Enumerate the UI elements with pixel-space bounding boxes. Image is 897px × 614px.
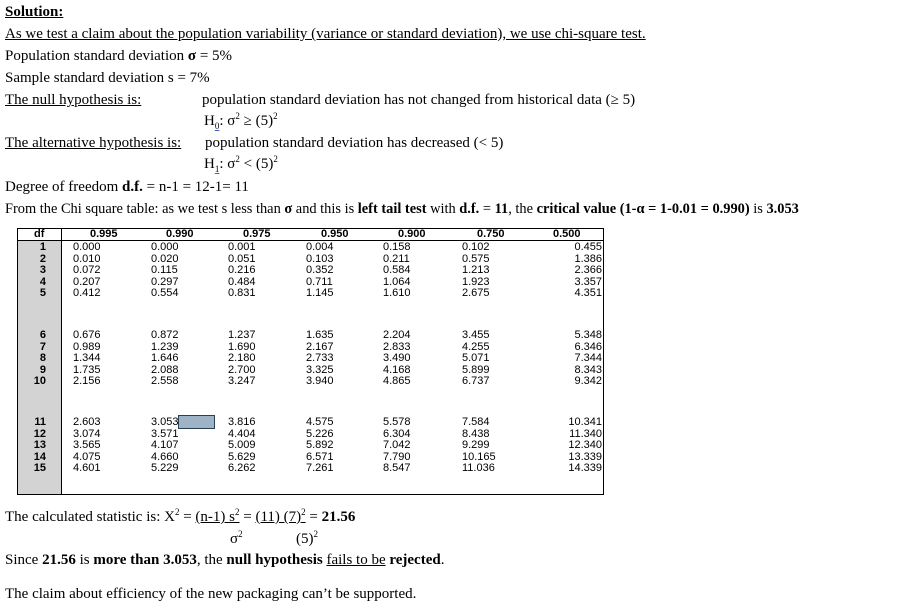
calc-den1: σ xyxy=(230,531,239,547)
table-value-cell: 3.940 xyxy=(306,375,334,388)
df-cell: 8 xyxy=(39,352,46,365)
null-hypothesis-label: The null hypothesis is: xyxy=(5,92,142,108)
table-value-cell: 5.071 xyxy=(462,352,490,365)
table-header-cell: df xyxy=(34,228,45,240)
critical-value-highlight xyxy=(178,415,215,429)
table-header-cell: 0.750 xyxy=(477,228,505,240)
table-value-cell: 3.325 xyxy=(306,363,334,376)
df-cell: 2 xyxy=(39,252,46,265)
table-value-cell: 9.342 xyxy=(574,375,602,388)
df-cell: 11 xyxy=(34,416,46,428)
table-value-cell: 4.075 xyxy=(73,450,101,463)
table-value-cell: 0.211 xyxy=(383,252,410,265)
table-value-cell: 0.020 xyxy=(151,252,179,265)
table-value-cell: 5.348 xyxy=(574,329,602,341)
calc-num1 xyxy=(195,509,239,525)
table-value-cell: 4.107 xyxy=(151,439,179,452)
table-value-cell: 6.304 xyxy=(383,427,411,440)
table-value-cell: 9.299 xyxy=(462,439,490,452)
table-value-cell: 1.237 xyxy=(228,329,256,341)
table-value-cell: 0.051 xyxy=(228,252,256,265)
h1-sub: 1 xyxy=(214,164,220,174)
table-value-cell: 7.790 xyxy=(383,450,411,463)
h0-sub: 0 xyxy=(214,121,220,131)
calc-result: 21.56 xyxy=(321,509,356,525)
crit-p5: , the xyxy=(508,201,537,217)
table-header-cell: 0.900 xyxy=(398,228,426,240)
h1-sup: 2 xyxy=(235,154,240,164)
table-value-cell: 2.088 xyxy=(151,363,179,376)
critical-value-line xyxy=(5,200,799,218)
calc-sup: 2 xyxy=(174,507,180,517)
table-value-cell: 0.216 xyxy=(228,264,256,277)
table-value-cell: 1.239 xyxy=(151,340,179,353)
crit-p4: = xyxy=(479,201,495,217)
table-header-cell: 0.995 xyxy=(90,228,118,240)
crit-sigma: σ xyxy=(284,201,293,217)
table-value-cell: 6.737 xyxy=(462,375,490,388)
table-value-cell: 0.412 xyxy=(73,287,101,300)
table-value-cell: 7.344 xyxy=(574,352,602,365)
table-header-cell: 0.990 xyxy=(166,228,194,240)
table-value-cell: 2.833 xyxy=(383,340,411,353)
table-value-cell: 0.001 xyxy=(228,241,256,253)
crit-value: 3.053 xyxy=(766,201,799,217)
pop-sd-post: = 5% xyxy=(196,48,233,64)
table-value-cell: 3.490 xyxy=(383,352,411,365)
table-value-cell: 0.010 xyxy=(73,252,101,265)
df-cell: 3 xyxy=(39,264,46,277)
degree-of-freedom-line xyxy=(5,178,249,196)
table-value-cell: 0.872 xyxy=(151,329,179,341)
table-value-cell: 5.226 xyxy=(306,427,334,440)
table-value-cell: 2.675 xyxy=(462,287,490,300)
table-value-cell: 3.816 xyxy=(228,416,256,428)
h1-mid: : σ xyxy=(219,156,236,172)
alternative-hypothesis-formula xyxy=(204,155,278,173)
table-value-cell: 6.346 xyxy=(574,340,602,353)
table-value-cell: 4.575 xyxy=(306,416,334,428)
chi-square-table xyxy=(17,228,604,495)
alternative-hypothesis-text: population standard deviation has decreased (< 5) xyxy=(205,135,504,151)
table-value-cell: 5.578 xyxy=(383,416,411,428)
solution-heading: Solution: xyxy=(5,4,64,20)
sigma-symbol: σ xyxy=(187,48,197,64)
table-value-cell: 2.204 xyxy=(383,329,411,341)
concl-p2: is xyxy=(75,552,94,568)
crit-p1: From the Chi square table: as we test s less than xyxy=(5,201,285,217)
calc-eq2: = xyxy=(239,509,256,525)
table-value-cell: 2.603 xyxy=(73,416,101,428)
h0-post: ≥ (5) xyxy=(239,113,274,129)
table-value-cell: 0.584 xyxy=(383,264,411,277)
table-value-cell: 11.036 xyxy=(462,462,495,475)
table-value-cell: 2.180 xyxy=(228,352,256,365)
table-value-cell: 3.565 xyxy=(73,439,101,452)
h0-mid: : σ xyxy=(219,113,236,129)
table-value-cell: 3.247 xyxy=(228,375,256,388)
table-value-cell: 1.646 xyxy=(151,352,179,365)
table-value-cell: 0.297 xyxy=(151,275,179,288)
table-value-cell: 1.145 xyxy=(306,287,334,300)
df-cell: 5 xyxy=(39,287,46,300)
df-cell: 15 xyxy=(33,462,46,475)
table-value-cell: 8.343 xyxy=(574,363,602,376)
table-value-cell: 0.352 xyxy=(306,264,334,277)
table-value-cell: 2.167 xyxy=(306,340,334,353)
table-value-cell: 0.115 xyxy=(151,264,178,277)
table-value-cell: 1.923 xyxy=(462,275,490,288)
table-value-cell: 5.229 xyxy=(151,462,179,475)
table-value-cell: 1.690 xyxy=(228,340,256,353)
concl-p3: , the xyxy=(196,552,227,568)
concl-more-than: more than 3.053 xyxy=(93,552,197,568)
table-value-cell: 2.156 xyxy=(73,375,101,388)
table-value-cell: 0.000 xyxy=(151,241,179,253)
table-value-cell: 2.366 xyxy=(574,264,602,277)
table-value-cell: 0.158 xyxy=(383,241,411,253)
table-value-cell: 0.676 xyxy=(73,329,101,341)
table-value-cell: 4.404 xyxy=(228,427,256,440)
dof-post: = n-1 = 12-1= 11 xyxy=(142,179,249,195)
table-value-cell: 6.262 xyxy=(228,462,256,475)
df-cell: 4 xyxy=(39,275,46,288)
table-value-cell: 7.584 xyxy=(462,416,490,428)
df-cell: 12 xyxy=(33,427,46,440)
table-value-cell: 1.610 xyxy=(383,287,411,300)
table-value-cell: 8.438 xyxy=(462,427,490,440)
table-value-cell: 14.339 xyxy=(568,462,602,475)
calc-eq: = xyxy=(179,509,196,525)
table-value-cell: 3.455 xyxy=(462,329,490,341)
null-hypothesis-formula xyxy=(204,112,278,130)
table-value-cell: 3.357 xyxy=(574,275,602,288)
h1-sup2: 2 xyxy=(273,154,278,164)
concl-p1: Since xyxy=(5,552,43,568)
table-value-cell: 0.455 xyxy=(574,241,602,253)
concl-stat: 21.56 xyxy=(42,552,76,568)
table-value-cell: 0.831 xyxy=(228,287,256,300)
calc-denominator-1 xyxy=(230,530,243,548)
df-cell: 1 xyxy=(39,241,46,253)
table-value-cell: 1.344 xyxy=(73,352,101,365)
concl-fails: fails to be xyxy=(326,552,386,568)
concl-p6: . xyxy=(440,552,445,568)
df-cell: 6 xyxy=(39,329,46,341)
table-value-cell: 2.700 xyxy=(228,363,256,376)
table-value-cell: 5.892 xyxy=(306,439,334,452)
calc-num1-sup: 2 xyxy=(235,507,240,517)
table-value-cell: 0.000 xyxy=(73,241,101,253)
conclusion-line xyxy=(5,551,444,569)
table-value-cell: 7.261 xyxy=(306,462,334,475)
calculated-statistic-line xyxy=(5,508,355,526)
df-cell: 13 xyxy=(33,439,46,452)
table-value-cell: 3.571 xyxy=(151,427,179,440)
table-value-cell: 4.351 xyxy=(574,287,602,300)
null-hypothesis-text: population standard deviation has not changed from historical data (≥ 5) xyxy=(202,92,636,108)
table-value-cell: 0.711 xyxy=(306,275,333,288)
h0-sup: 2 xyxy=(235,111,240,121)
table-value-cell: 0.484 xyxy=(228,275,256,288)
calc-num2 xyxy=(255,509,305,525)
calc-eq3: = xyxy=(305,509,322,525)
table-value-cell: 1.635 xyxy=(306,329,334,341)
table-value-cell: 2.558 xyxy=(151,375,179,388)
table-value-cell: 0.004 xyxy=(306,241,334,253)
table-value-cell: 10.165 xyxy=(462,450,496,463)
df-cell: 10 xyxy=(33,375,46,388)
dof-pre: Degree of freedom xyxy=(5,179,123,195)
sample-sd-line: Sample standard deviation s = 7% xyxy=(5,70,210,86)
concl-null: null hypothesis xyxy=(226,552,323,568)
df-cell: 9 xyxy=(39,363,46,376)
table-value-cell: 7.042 xyxy=(383,439,411,452)
table-value-cell: 0.989 xyxy=(73,340,101,353)
crit-critical-value: critical value (1-α = 1-0.01 = 0.990) xyxy=(536,201,750,217)
calc-num1-text: (n-1) s xyxy=(195,509,235,525)
table-value-cell: 8.547 xyxy=(383,462,411,475)
df-cell: 14 xyxy=(33,450,46,463)
h0-sup2: 2 xyxy=(273,111,278,121)
calc-denominator-2 xyxy=(296,530,318,548)
table-value-cell: 0.103 xyxy=(306,252,334,265)
table-value-cell: 1.213 xyxy=(462,264,490,277)
table-value-cell: 0.207 xyxy=(73,275,101,288)
crit-p3: with xyxy=(426,201,460,217)
table-value-cell: 2.733 xyxy=(306,352,334,365)
final-statement: The claim about efficiency of the new packaging can’t be supported. xyxy=(5,586,417,602)
table-value-cell: 5.899 xyxy=(462,363,490,376)
alternative-hypothesis-label: The alternative hypothesis is: xyxy=(5,135,182,151)
table-value-cell: 0.072 xyxy=(73,264,101,277)
pop-sd-pre: Population standard deviation xyxy=(5,48,188,64)
table-value-cell: 0.102 xyxy=(462,241,490,253)
table-value-cell: 12.340 xyxy=(568,439,602,452)
table-value-cell: 13.339 xyxy=(568,450,602,463)
crit-df-value: 11 xyxy=(494,201,509,217)
table-value-cell: 1.735 xyxy=(73,363,101,376)
table-header-cell: 0.950 xyxy=(321,228,349,240)
table-value-cell: 10.341 xyxy=(568,416,602,428)
table-value-cell: 5.009 xyxy=(228,439,256,452)
h1-h: H xyxy=(204,156,215,172)
calc-den2-sup: 2 xyxy=(313,529,318,539)
table-value-cell: 4.601 xyxy=(73,462,101,475)
table-value-cell: 0.554 xyxy=(151,287,179,300)
calc-den1-sup: 2 xyxy=(238,529,243,539)
table-value-cell: 4.255 xyxy=(462,340,490,353)
table-value-cell: 11.340 xyxy=(569,427,602,440)
df-divider xyxy=(61,229,62,494)
crit-p6: is xyxy=(749,201,767,217)
table-value-cell: 4.660 xyxy=(151,450,179,463)
table-value-cell: 6.571 xyxy=(306,450,334,463)
calc-pre: The calculated statistic is: X xyxy=(5,509,175,525)
table-value-cell: 0.575 xyxy=(462,252,490,265)
population-sd-line xyxy=(5,47,232,65)
calc-den2: (5) xyxy=(296,531,314,547)
table-value-cell: 3.074 xyxy=(73,427,101,440)
table-value-cell: 3.053 xyxy=(151,416,179,428)
concl-rejected: rejected xyxy=(389,552,441,568)
calc-num2-text: (11) (7) xyxy=(255,509,302,525)
df-cell: 7 xyxy=(39,340,46,353)
h0-h: H xyxy=(204,113,215,129)
table-value-cell: 5.629 xyxy=(228,450,256,463)
h1-post: < (5) xyxy=(239,156,274,172)
table-value-cell: 4.168 xyxy=(383,363,411,376)
table-header-cell: 0.500 xyxy=(553,228,581,240)
dof-bold: d.f. xyxy=(122,179,143,195)
crit-df: d.f. xyxy=(459,201,480,217)
table-value-cell: 4.865 xyxy=(383,375,411,388)
table-value-cell: 1.386 xyxy=(574,252,602,265)
crit-left-tail: left tail test xyxy=(357,201,427,217)
calc-num2-sup: 2 xyxy=(301,507,306,517)
intro-text: As we test a claim about the population variability (variance or standard deviation), we use chi-square test. xyxy=(5,26,646,42)
table-value-cell: 1.064 xyxy=(383,275,411,288)
table-header-cell: 0.975 xyxy=(243,228,271,240)
crit-p2: and this is xyxy=(292,201,358,217)
